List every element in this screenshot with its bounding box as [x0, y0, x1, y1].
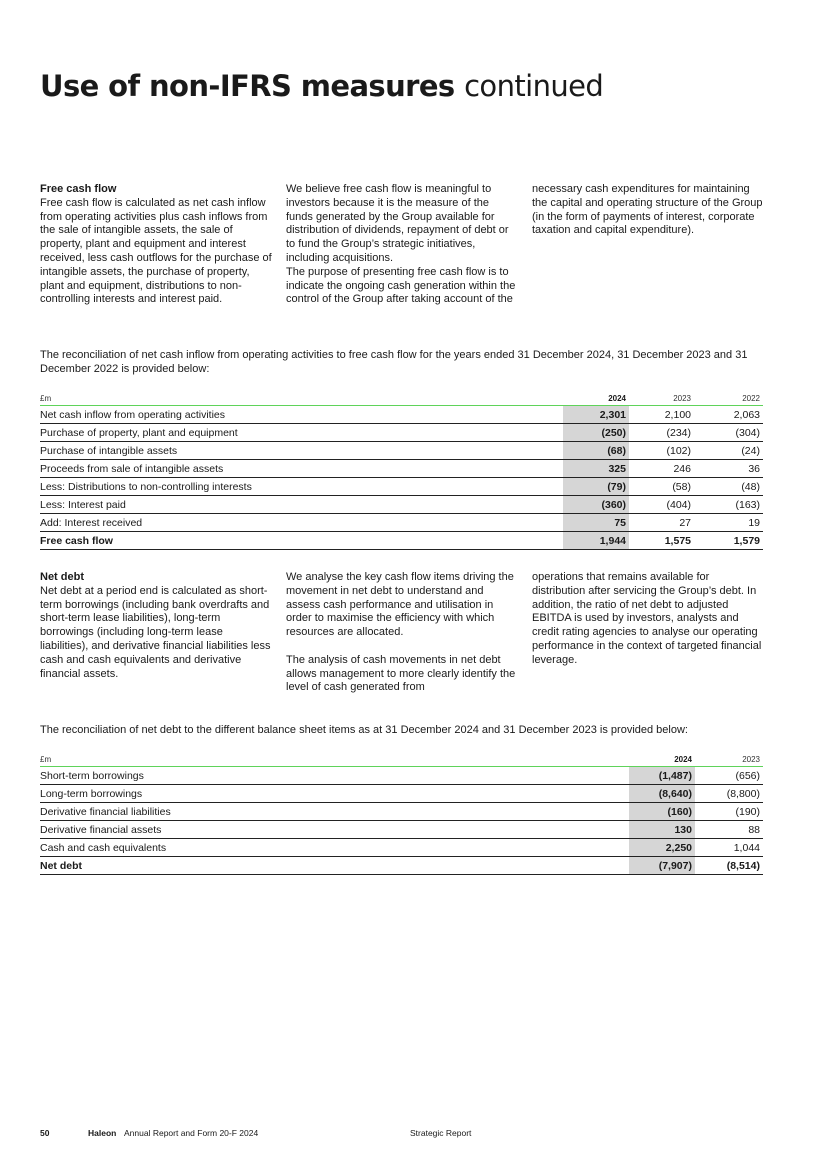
value-2023: (234)	[629, 424, 694, 442]
net-debt-definition: Net debt at a period end is calculated as short-term borrowings (including bank overdrafts and short-term lease liabilities), long-term borrowings (including long-term lease liabilities), and derivative financial liabilities less cash and cash equivalents and derivative financial assets.	[40, 584, 271, 680]
net-debt-table-header	[40, 748, 763, 767]
value-2022: 2,063	[694, 406, 763, 424]
table-row	[40, 803, 763, 821]
row-label: Derivative financial liabilities	[40, 803, 629, 821]
row-label: Purchase of property, plant and equipment	[40, 424, 563, 442]
value-2024: 130	[629, 821, 695, 839]
net-debt-table	[40, 748, 763, 875]
net-debt-analysis-paragraph: We analyse the key cash flow items driving the movement in net debt to understand and assess cash performance and utilisation in order to maximise the efficiency with which resources are allocated.	[286, 571, 514, 639]
net-debt-continued-paragraph: operations that remains available for distribution after servicing the Group’s debt. In addition, the ratio of net debt to adjusted EBITDA is used by investors, analysts and credit rating agencies to analyse our operating performance in the context of targeted financial leverage.	[532, 571, 762, 666]
net-debt-col-2024: 2024	[629, 748, 695, 767]
value-2022: (48)	[694, 478, 763, 496]
row-label: Add: Interest received	[40, 514, 563, 532]
net-debt-column-2	[286, 571, 518, 695]
table-row	[40, 514, 763, 532]
value-2022: (163)	[694, 496, 763, 514]
value-2022: (304)	[694, 424, 763, 442]
value-2023: (656)	[695, 767, 763, 785]
value-2023: (190)	[695, 803, 763, 821]
table-row	[40, 839, 763, 857]
value-2024: (160)	[629, 803, 695, 821]
row-label: Short-term borrowings	[40, 767, 629, 785]
value-2023: (8,800)	[695, 785, 763, 803]
net-debt-movements-paragraph: The analysis of cash movements in net debt allows management to more clearly identify the level of cash generated from	[286, 653, 516, 694]
table-row	[40, 442, 763, 460]
value-2023: (8,514)	[695, 857, 763, 875]
row-label: Less: Interest paid	[40, 496, 563, 514]
value-2023: 88	[695, 821, 763, 839]
fcf-continued-paragraph: necessary cash expenditures for maintaining the capital and operating structure of the Group (in the form of payments of interest, corporate taxation and capital expenditure).	[532, 183, 763, 237]
row-label: Proceeds from sale of intangible assets	[40, 460, 563, 478]
value-2023: 1,044	[695, 839, 763, 857]
row-label: Purchase of intangible assets	[40, 442, 563, 460]
fcf-meaning-paragraph: We believe free cash flow is meaningful to investors because it is the measure of the funds generated by the Group available for distribution of dividends, repayment of debt or to fund the Group’s strategic initiatives, including acquisitions.	[286, 183, 509, 264]
value-2022: (24)	[694, 442, 763, 460]
value-2024: (1,487)	[629, 767, 695, 785]
value-2024: (360)	[563, 496, 629, 514]
table-row	[40, 496, 763, 514]
value-2022: 36	[694, 460, 763, 478]
report-name: Annual Report and Form 20-F 2024	[124, 1128, 259, 1138]
value-2023: (404)	[629, 496, 694, 514]
value-2022: 1,579	[694, 532, 763, 550]
fcf-column-3	[532, 183, 764, 238]
row-label: Long-term borrowings	[40, 785, 629, 803]
fcf-col-2022: 2022	[694, 387, 763, 406]
row-label: Derivative financial assets	[40, 821, 629, 839]
fcf-purpose-paragraph: The purpose of presenting free cash flow is to indicate the ongoing cash generation within the control of the Group after taking account of the	[286, 265, 516, 306]
value-2023: (102)	[629, 442, 694, 460]
value-2023: 2,100	[629, 406, 694, 424]
row-label: Less: Distributions to non-controlling interests	[40, 478, 563, 496]
table-row	[40, 406, 763, 424]
page-title-continued: continued	[464, 69, 604, 103]
fcf-heading: Free cash flow	[40, 183, 117, 195]
value-2023: (58)	[629, 478, 694, 496]
section-name: Strategic Report	[410, 1128, 472, 1138]
page-title	[40, 68, 603, 104]
fcf-column-1	[40, 183, 272, 307]
row-label: Cash and cash equivalents	[40, 839, 629, 857]
brand-name: Haleon	[88, 1128, 117, 1138]
net-debt-col-2023: 2023	[695, 748, 763, 767]
value-2024: 2,301	[563, 406, 629, 424]
value-2022: 19	[694, 514, 763, 532]
row-label: Net cash inflow from operating activities	[40, 406, 563, 424]
table-row	[40, 785, 763, 803]
row-label: Net debt	[40, 857, 629, 875]
page-number: 50	[40, 1128, 50, 1138]
fcf-col-2024: 2024	[563, 387, 629, 406]
row-label: Free cash flow	[40, 532, 563, 550]
value-2024: 75	[563, 514, 629, 532]
fcf-unit-label: £m	[40, 387, 563, 406]
value-2024: (8,640)	[629, 785, 695, 803]
value-2024: 325	[563, 460, 629, 478]
table-row	[40, 478, 763, 496]
value-2024: (68)	[563, 442, 629, 460]
page-title-main: Use of non-IFRS measures	[40, 69, 455, 103]
net-debt-unit-label: £m	[40, 748, 629, 767]
value-2024: (79)	[563, 478, 629, 496]
table-row	[40, 460, 763, 478]
fcf-col-2023: 2023	[629, 387, 694, 406]
value-2024: (7,907)	[629, 857, 695, 875]
table-row	[40, 424, 763, 442]
fcf-column-2	[286, 183, 518, 307]
fcf-reconciliation-intro: The reconciliation of net cash inflow from operating activities to free cash flow for the years ended 31 December 2024, 31 December 2023 and 31 December 2022 is provided below:	[40, 349, 748, 375]
fcf-table-header	[40, 387, 763, 406]
value-2023: 27	[629, 514, 694, 532]
value-2023: 246	[629, 460, 694, 478]
net-debt-heading: Net debt	[40, 571, 84, 583]
net-debt-reconciliation-intro: The reconciliation of net debt to the different balance sheet items as at 31 December 2024 and 31 December 2023 is provided below:	[40, 724, 688, 736]
total-row	[40, 857, 763, 875]
fcf-table	[40, 387, 763, 550]
net-debt-column-3	[532, 571, 764, 668]
table-row	[40, 821, 763, 839]
value-2024: (250)	[563, 424, 629, 442]
value-2024: 1,944	[563, 532, 629, 550]
net-debt-column-1	[40, 571, 272, 681]
value-2024: 2,250	[629, 839, 695, 857]
value-2023: 1,575	[629, 532, 694, 550]
fcf-definition: Free cash flow is calculated as net cash inflow from operating activities plus cash inflows from the sale of intangible assets, the sale of property, plant and equipment and interest received, less cash outflows for the purchase of intangible assets, the purchase of property, plant and equipment, distributions to non-controlling interests and interest paid.	[40, 196, 272, 306]
table-row	[40, 767, 763, 785]
total-row	[40, 532, 763, 550]
